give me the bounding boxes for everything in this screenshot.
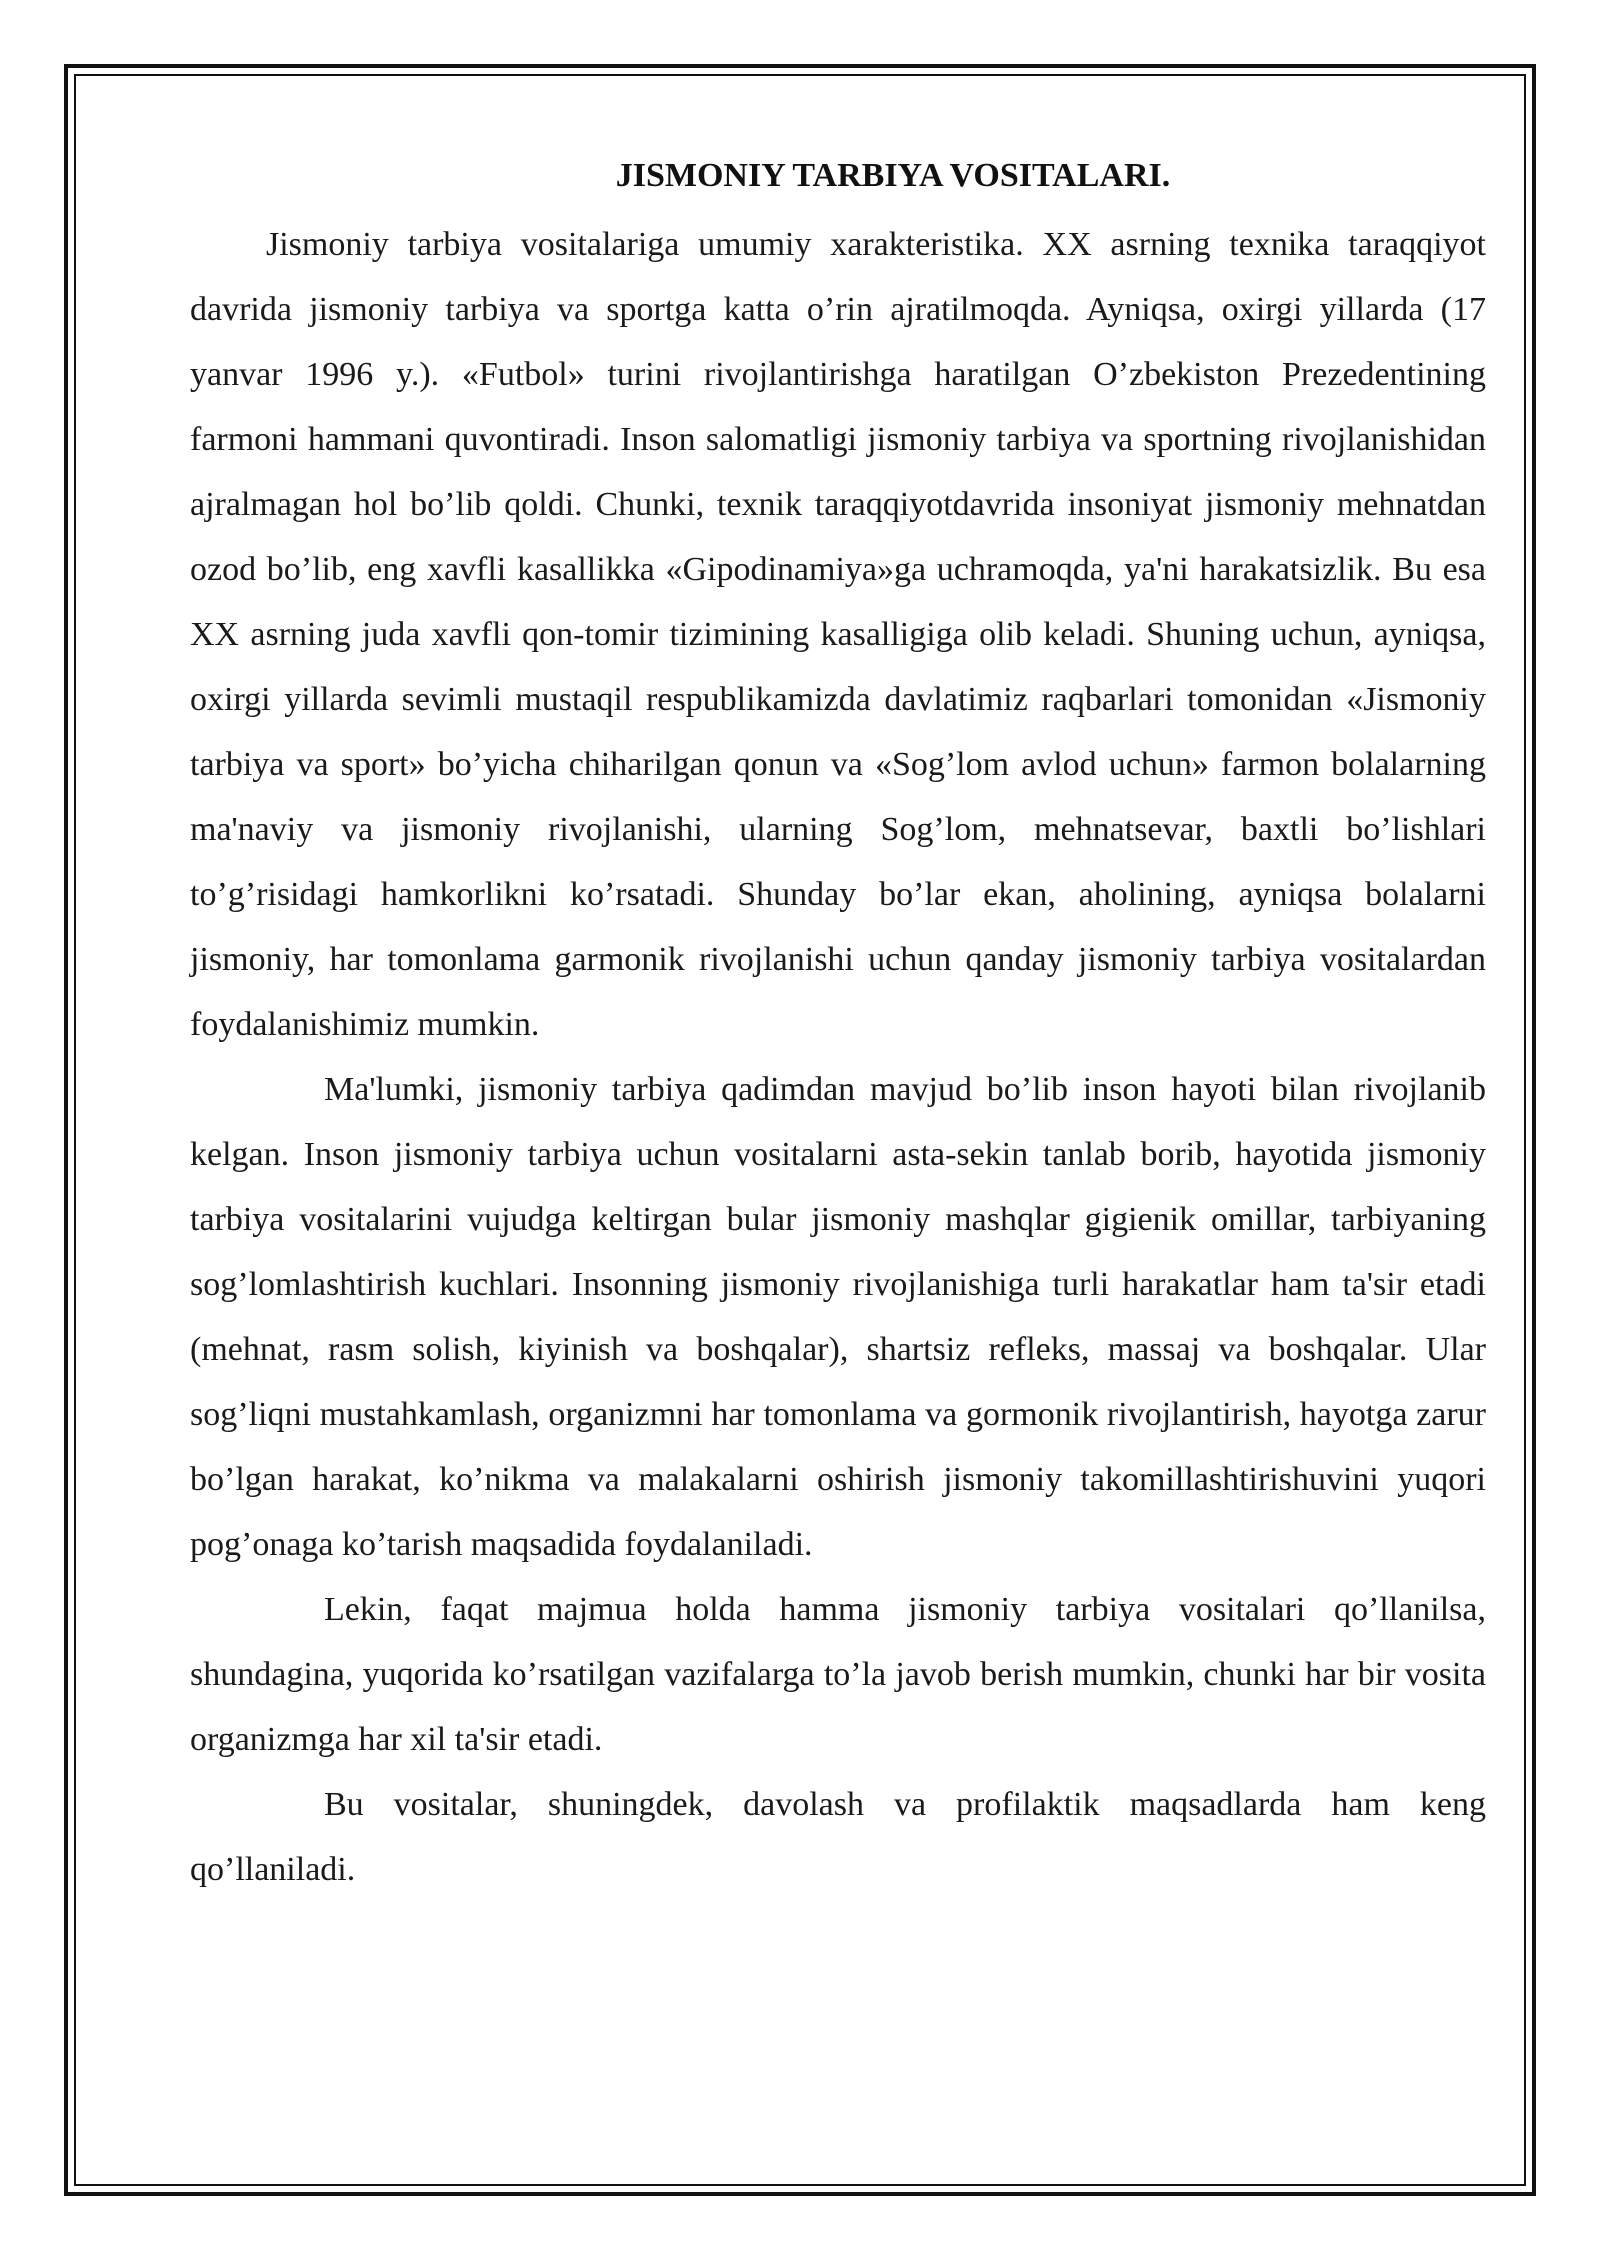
- paragraph-1: Jismoniy tarbiya vositalariga umumiy xarakteristika. XX asrning texnika taraqqiyot davrida jismoniy tarbiya va sportga katta o’rin ajratilmoqda. Ayniqsa, oxirgi yillarda (17 yanvar 1996 y.). «Futbol» turini rivojlantirishga haratilgan O’zbekiston Prezedentining farmoni hammani quvontiradi. Inson salomatligi jismoniy tarbiya va sportning rivojlanishidan ajralmagan hol bo’lib qoldi. Chunki, texnik taraqqiyotdavrida insoniyat jismoniy mehnatdan ozod bo’lib, eng xavfli kasallikka «Gipodinamiya»ga uchramoqda, ya'ni harakatsizlik. Bu esa XX asrning juda xavfli qon-tomir tizimining kasalligiga olib keladi. Shuning uchun, ayniqsa, oxirgi yillarda sevimli mustaqil respublikamizda davlatimiz raqbarlari tomonidan «Jismoniy tarbiya va sport» bo’yicha chiharilgan qonun va «Sog’lom avlod uchun» farmon bolalarning ma'naviy va jismoniy rivojlanishi, ularning Sog’lom, mehnatsevar, baxtli bo’lishlari to’g’risidagi hamkorlikni ko’rsatadi. Shunday bo’lar ekan, aholining, ayniqsa bolalarni jismoniy, har tomonlama garmonik rivojlanishi uchun qanday jismoniy tarbiya vositalardan foydalanishimiz mumkin.: [190, 226, 1486, 1043]
- document-title: JISMONIY TARBIYA VOSITALARI.: [615, 157, 1171, 194]
- paragraph-4: Bu vositalar, shuningdek, davolash va profilaktik maqsadlarda ham keng qo’llaniladi.: [190, 1786, 1486, 1888]
- paragraph-3: Lekin, faqat majmua holda hamma jismoniy tarbiya vositalari qo’llanilsa, shundagina, yuqorida ko’rsatilgan vazifalarga to’la javob berish mumkin, chunki har bir vosita organizmga har xil ta'sir etadi.: [190, 1591, 1486, 1758]
- paragraph-2: Ma'lumki, jismoniy tarbiya qadimdan mavjud bo’lib inson hayoti bilan rivojlanib kelgan. Inson jismoniy tarbiya uchun vositalarni asta-sekin tanlab borib, hayotida jismoniy tarbiya vositalarini vujudga keltirgan bular jismoniy mashqlar gigienik omillar, tarbiyaning sog’lomlashtirish kuchlari. Insonning jismoniy rivojlanishiga turli harakatlar ham ta'sir etadi (mehnat, rasm solish, kiyinish va boshqalar), shartsiz refleks, massaj va boshqalar. Ular sog’liqni mustahkamlash, organizmni har tomonlama va gormonik rivojlantirish, hayotga zarur bo’lgan harakat, ko’nikma va malakalarni oshirish jismoniy takomillashtirishuvini yuqori pog’onaga ko’tarish maqsadida foydalaniladi.: [190, 1071, 1486, 1563]
- document-body: [190, 150, 1486, 1902]
